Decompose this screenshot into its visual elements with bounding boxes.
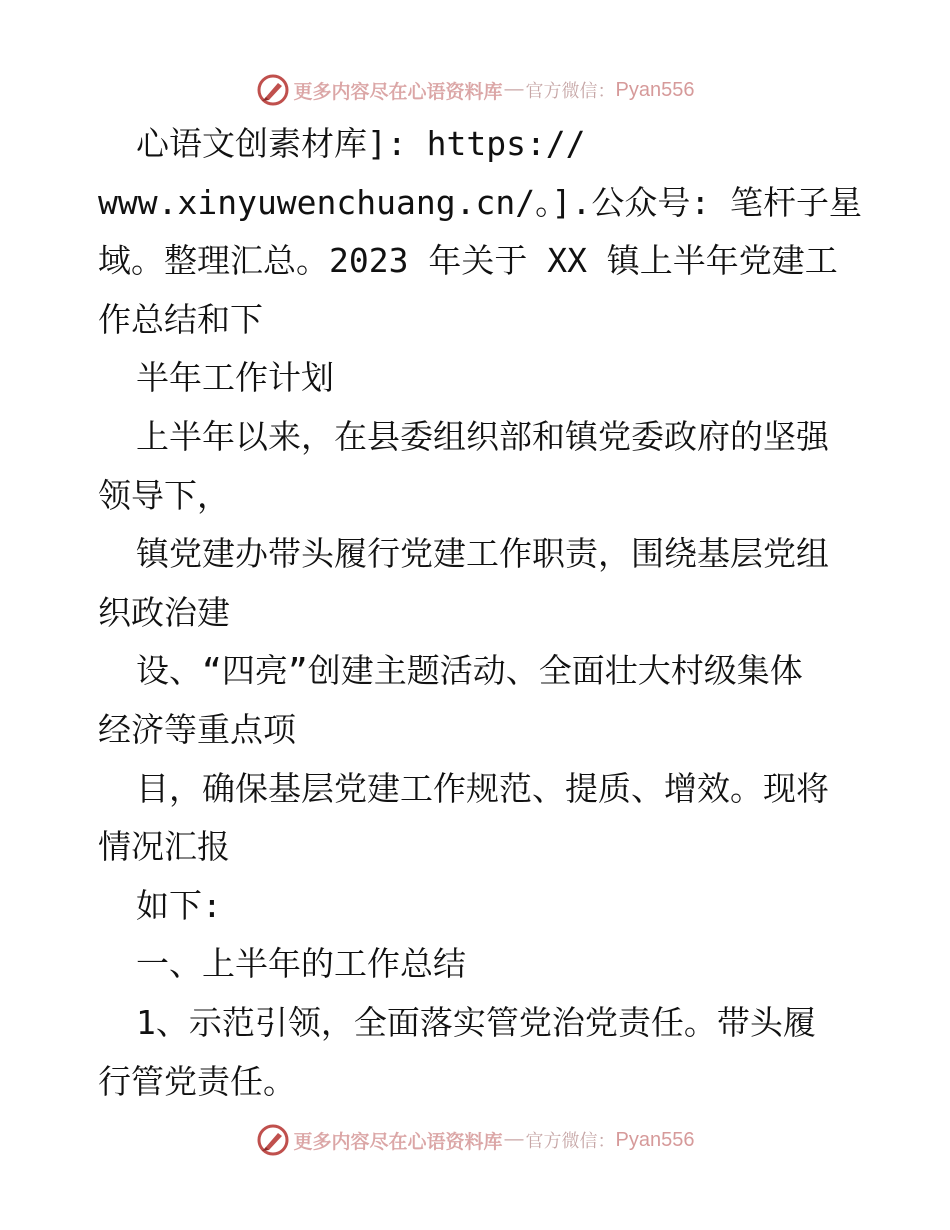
header-banner <box>0 70 950 110</box>
footer-banner <box>0 1120 950 1160</box>
banner-wechat-id: Pyan556 <box>615 78 695 101</box>
text-line: 1、示范引领，全面落实管党治党责任。带头履 <box>136 1002 816 1042</box>
banner-separator: — <box>504 1129 524 1150</box>
banner-slogan: 更多内容尽在心语资料库 <box>293 1130 503 1153</box>
text-line: 行管党责任。 <box>98 1061 296 1101</box>
text-line: 织政治建 <box>98 592 230 632</box>
header-banner-content <box>256 73 695 107</box>
text-line: 作总结和下 <box>98 299 263 339</box>
banner-wechat-label: 官方微信： <box>525 1131 616 1152</box>
text-line: 镇党建办带头履行党建工作职责，围绕基层党组 <box>136 534 829 574</box>
text-line: www.xinyuwenchuang.cn/。].公众号: 笔杆子星 <box>98 182 863 222</box>
banner-separator: — <box>504 79 524 100</box>
pen-logo-icon <box>256 1123 290 1157</box>
text-line: 领导下， <box>98 475 230 515</box>
text-line: 上半年以来，在县委组织部和镇党委政府的坚强 <box>136 416 829 456</box>
text-line: 心语文创素材库]: https:// <box>136 124 586 163</box>
text-line: 目，确保基层党建工作规范、提质、增效。现将 <box>136 768 829 808</box>
text-line: 如下: <box>136 885 222 925</box>
banner-wechat-id: Pyan556 <box>615 1128 695 1151</box>
banner-slogan: 更多内容尽在心语资料库 <box>293 80 503 103</box>
banner-wechat-label: 官方微信： <box>525 81 616 102</box>
text-line: 域。整理汇总。2023 年关于 XX 镇上半年党建工 <box>98 241 838 281</box>
pen-logo-icon <box>256 73 290 107</box>
text-line: 经济等重点项 <box>98 709 296 749</box>
document-body <box>98 115 863 1111</box>
text-line: 情况汇报 <box>98 827 230 867</box>
section-heading: 一、上半年的工作总结 <box>136 944 466 984</box>
footer-banner-content <box>256 1123 695 1157</box>
text-line: 半年工作计划 <box>136 358 334 398</box>
text-line: 设、“四亮”创建主题活动、全面壮大村级集体 <box>136 651 803 691</box>
